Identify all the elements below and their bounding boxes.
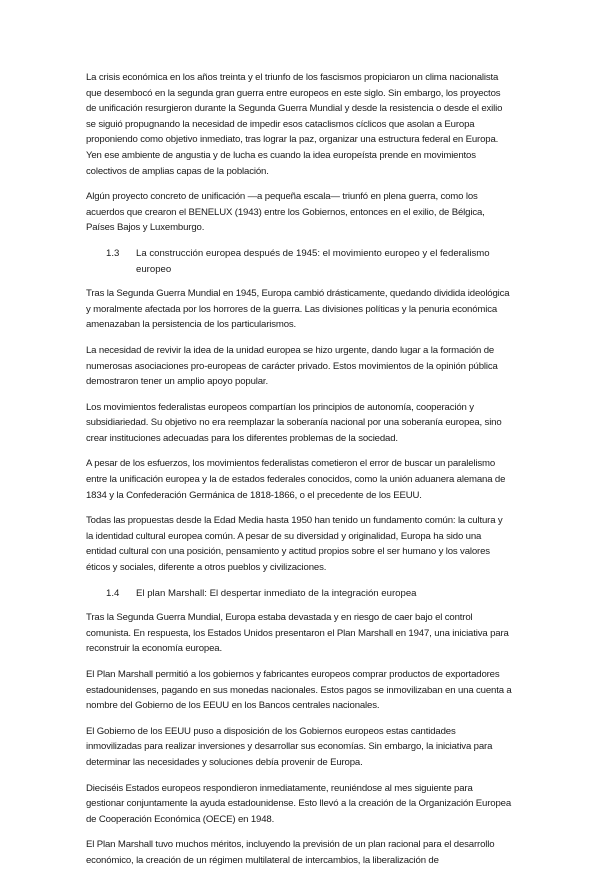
section-title: El plan Marshall: El despertar inmediato de la integración europea: [136, 587, 417, 599]
paragraph: Algún proyecto concreto de unificación —a pequeña escala— triunfó en plena guerra, como los acuerdos que crearon el BENELUX (1943) entre los Gobiernos, entonces en el exilio, de Bélgica, Países Bajos y Luxemburgo.: [86, 191, 485, 234]
paragraph: El Plan Marshall permitió a los gobiernos y fabricantes europeos comprar productos de exportadores estadounidenses, pagando en sus monedas nacionales. Estos pagos se inmovilizaban en una cuenta a nombre del Gobierno de los EEUU en los Bancos centrales nacionales.: [86, 669, 512, 712]
paragraph: El Gobierno de los EEUU puso a disposición de los Gobiernos europeos estas cantidades inmovilizadas para realizar inversiones y desarrollar sus economías. Sin embargo, la iniciativa para determinar las necesidades y soluciones debía provenir de Europa.: [86, 725, 493, 768]
section-number: 1.3: [106, 247, 120, 259]
paragraph: A pesar de los esfuerzos, los movimientos federalistas cometieron el error de buscar un paralelismo entre la unificación europea y la de estados federales conocidos, como la unión aduanera alemana de 1834 y la Confederación Germánica de 1818-1866, o el precedente de los EEUU.: [86, 458, 506, 501]
paragraph: Dieciséis Estados europeos respondieron inmediatamente, reuniéndose al mes siguiente para gestionar conjuntamente la ayuda estadounidense. Esto llevó a la creación de la Organización Europea de Cooperación Económica (OECE) en 1948.: [86, 782, 512, 825]
section-title: La construcción europea después de 1945: el movimiento europeo y el federalismo europeo: [136, 247, 490, 275]
section-number: 1.4: [106, 587, 120, 599]
paragraph: Tras la Segunda Guerra Mundial, Europa estaba devastada y en riesgo de caer bajo el control comunista. En respuesta, los Estados Unidos presentaron el Plan Marshall en 1947, una iniciativa para reconstruir la economía europea.: [86, 612, 509, 655]
paragraph: El Plan Marshall tuvo muchos méritos, incluyendo la previsión de un plan racional para el desarrollo económico, la creación de un régimen multilateral de intercambios, la liberalización de: [86, 839, 495, 866]
paragraph: Todas las propuestas desde la Edad Media hasta 1950 han tenido un fundamento común: la cultura y la identidad cultural europea común. A pesar de su diversidad y originalidad, Europa ha sido una entidad cultural con una posición, pensamiento y actitud propios sobre el ser humano y los valores éticos y sociales, diferente a otros pueblos y civilizaciones.: [86, 515, 503, 574]
section-heading-1-4: [86, 586, 512, 602]
paragraph: Tras la Segunda Guerra Mundial en 1945, Europa cambió drásticamente, quedando dividida ideológica y moralmente afectada por los horrores de la guerra. Las divisiones políticas y la penuria económica amenazaban la persistencia de los particularismos.: [86, 288, 510, 331]
paragraph: Los movimientos federalistas europeos compartían los principios de autonomía, cooperación y subsidiariedad. Su objetivo no era reemplazar la soberanía nacional por una soberanía europea, sino crear instituciones adecuadas para los diferentes problemas de la sociedad.: [86, 401, 502, 444]
paragraph: La crisis económica en los años treinta y el triunfo de los fascismos propiciaron un clima nacionalista que desembocó en la segunda gran guerra entre europeos en este siglo. Sin embargo, los proyectos de unificación resurgieron durante la Segunda Guerra Mundial y desde la resistencia o desde el exilio se siguió propugnando la necesidad de impedir esos cataclismos cíclicos que asolan a Europa proponiendo como objetivo inmediato, tras lograr la paz, organizar una estructura federal en Europa. Yen ese ambiente de angustia y de lucha es cuando la idea europeísta prende en movimientos colectivos de amplias capas de la población.: [86, 72, 503, 177]
section-heading-1-3: [86, 246, 512, 277]
paragraph: La necesidad de revivir la idea de la unidad europea se hizo urgente, dando lugar a la formación de numerosas asociaciones pro-europeas de carácter privado. Estos movimientos de la opinión pública demostraron tener un amplio apoyo popular.: [86, 344, 498, 388]
